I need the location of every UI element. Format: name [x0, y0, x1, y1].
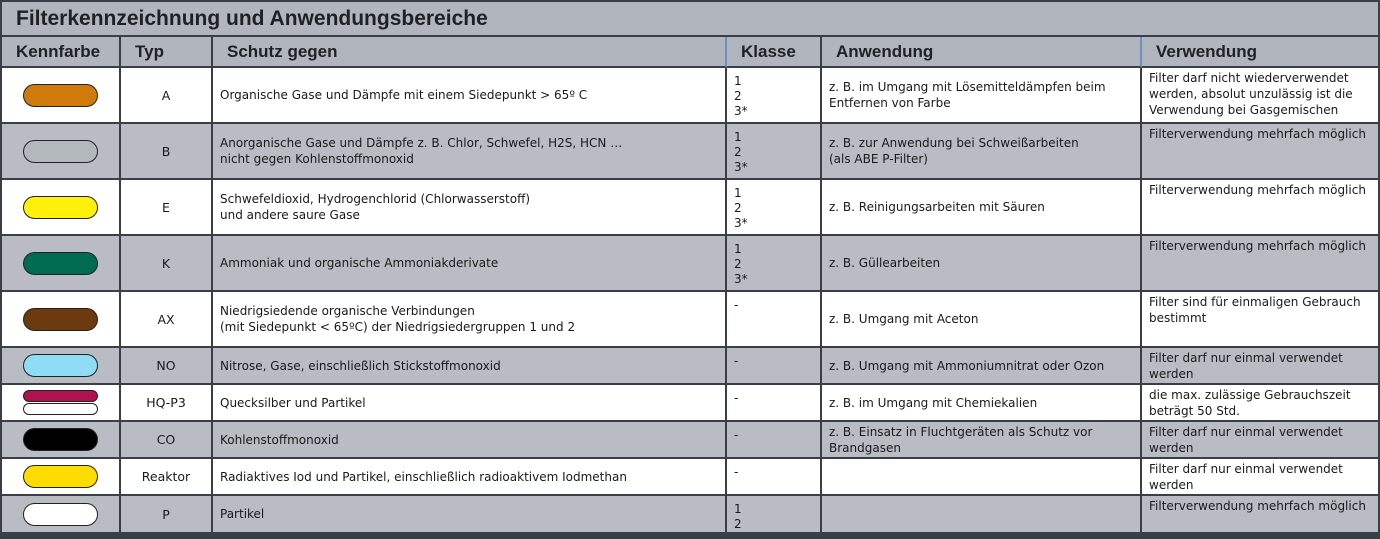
schutz-cell-line: (mit Siedepunkt < 65ºC) der Niedrigsiedergruppen 1 und 2: [220, 320, 576, 334]
klasse-cell: [727, 459, 822, 496]
klasse-cell: [727, 180, 822, 236]
anwendung-cell-line: z. B. zur Anwendung bei Schweißarbeiten: [829, 136, 1079, 150]
anwendung-cell: [822, 292, 1142, 348]
schutz-cell: [213, 496, 727, 534]
verwendung-cell: [1142, 236, 1378, 292]
klasse-cell-line: 3*: [734, 104, 748, 118]
anwendung-cell-line: z. B. im Umgang mit Lösemitteldämpfen beim: [829, 80, 1106, 94]
klasse-cell-line: 3*: [734, 272, 748, 286]
schutz-cell-line: Niedrigsiedende organische Verbindungen: [220, 304, 475, 318]
table-row: [2, 422, 1378, 459]
typ-cell: CO: [121, 422, 213, 459]
klasse-cell-line: 1: [734, 242, 742, 256]
klasse-cell-line: -: [734, 465, 739, 479]
header-klasse: Klasse: [727, 37, 822, 68]
typ-cell: AX: [121, 292, 213, 348]
schutz-cell-line: Anorganische Gase und Dämpfe z. B. Chlor, Schwefel, H2S, HCN …: [220, 136, 623, 150]
table-row: [2, 459, 1378, 496]
verwendung-cell: [1142, 180, 1378, 236]
klasse-cell-line: 1: [734, 186, 742, 200]
table-title: Filterkennzeichnung und Anwendungsbereiche: [2, 2, 1378, 35]
table-row: [2, 496, 1378, 534]
anwendung-cell-line: Entfernen von Farbe: [829, 96, 951, 110]
schutz-cell: [213, 292, 727, 348]
header-row: [2, 37, 1378, 68]
klasse-cell: [727, 124, 822, 180]
schutz-cell-line: Partikel: [220, 507, 265, 521]
verwendung-cell: [1142, 422, 1378, 459]
klasse-cell-line: 1: [734, 502, 742, 516]
verwendung-cell: [1142, 385, 1378, 422]
schutz-cell-line: und andere saure Gase: [220, 208, 360, 222]
black-pill-icon: [23, 428, 98, 451]
klasse-cell-line: 2: [734, 145, 742, 159]
verwendung-cell-line: Filterverwendung mehrfach möglich: [1149, 127, 1366, 141]
anwendung-cell: [822, 422, 1142, 459]
verwendung-cell-line: werden: [1149, 441, 1194, 455]
filter-table: [2, 37, 1378, 534]
schutz-cell: [213, 459, 727, 496]
kennfarbe-cell: [2, 385, 121, 422]
anwendung-cell-line: z. B. Umgang mit Aceton: [829, 312, 979, 326]
verwendung-cell-line: Filter darf nicht wiederverwendet: [1149, 71, 1349, 85]
white-pill-icon: [23, 503, 98, 526]
anwendung-cell: [822, 348, 1142, 385]
kennfarbe-cell: [2, 236, 121, 292]
verwendung-cell-line: Verwendung bei Gasgemischen: [1149, 103, 1339, 117]
schutz-cell: [213, 422, 727, 459]
table-row: [2, 180, 1378, 236]
klasse-cell-line: -: [734, 354, 739, 368]
kennfarbe-cell: [2, 124, 121, 180]
verwendung-cell-line: Filter darf nur einmal verwendet: [1149, 351, 1343, 365]
schutz-cell-line: Radiaktives Iod und Partikel, einschließlich radioaktivem Iodmethan: [220, 469, 627, 484]
anwendung-cell: [822, 496, 1142, 534]
light-blue-pill-icon: [23, 354, 98, 377]
klasse-cell-line: 1: [734, 74, 742, 88]
klasse-cell-line: 2: [734, 257, 742, 271]
verwendung-cell-line: Filterverwendung mehrfach möglich: [1149, 239, 1366, 253]
verwendung-cell-line: Filter sind für einmaligen Gebrauch: [1149, 295, 1361, 309]
kennfarbe-cell: [2, 422, 121, 459]
green-pill-icon: [23, 252, 98, 275]
klasse-cell-line: 2: [734, 517, 742, 531]
schutz-cell-line: Kohlenstoffmonoxid: [220, 432, 339, 447]
magenta-white-split-pill-icon: [23, 390, 98, 415]
anwendung-cell: [822, 385, 1142, 422]
verwendung-cell: [1142, 292, 1378, 348]
brown-pill-icon: [23, 308, 98, 331]
typ-cell: P: [121, 496, 213, 534]
gold-yellow-pill-icon: [23, 465, 98, 488]
anwendung-cell-line: z. B. Güllearbeiten: [829, 256, 941, 270]
schutz-cell: [213, 385, 727, 422]
typ-cell: K: [121, 236, 213, 292]
typ-cell: B: [121, 124, 213, 180]
anwendung-cell-line: z. B. Umgang mit Ammoniumnitrat oder Ozon: [829, 358, 1105, 373]
anwendung-cell-line: (als ABE P-Filter): [829, 152, 928, 166]
table-row: [2, 124, 1378, 180]
anwendung-cell: [822, 236, 1142, 292]
typ-cell: A: [121, 68, 213, 124]
klasse-cell-line: 1: [734, 130, 742, 144]
verwendung-cell-line: werden: [1149, 478, 1194, 492]
verwendung-cell: [1142, 124, 1378, 180]
typ-cell: NO: [121, 348, 213, 385]
schutz-cell: [213, 124, 727, 180]
klasse-cell: [727, 292, 822, 348]
verwendung-cell: [1142, 459, 1378, 496]
klasse-cell-line: 2: [734, 201, 742, 215]
verwendung-cell-line: Filterverwendung mehrfach möglich: [1149, 499, 1366, 513]
yellow-pill-icon: [23, 196, 98, 219]
kennfarbe-cell: [2, 68, 121, 124]
schutz-cell-line: Ammoniak und organische Ammoniakderivate: [220, 256, 499, 270]
klasse-cell-line: 3*: [734, 216, 748, 230]
verwendung-cell-line: werden: [1149, 367, 1194, 381]
klasse-cell: [727, 348, 822, 385]
anwendung-cell-line: z. B. Reinigungsarbeiten mit Säuren: [829, 200, 1045, 214]
pill-top-half: [23, 390, 98, 402]
schutz-cell-line: Schwefeldioxid, Hydrogenchlorid (Chlorwasserstoff): [220, 192, 531, 206]
gray-pill-icon: [23, 140, 98, 163]
header-kennfarbe: Kennfarbe: [2, 37, 121, 68]
klasse-cell-line: -: [734, 391, 739, 405]
kennfarbe-cell: [2, 496, 121, 534]
klasse-cell-line: 3*: [734, 160, 748, 174]
verwendung-cell-line: Filterverwendung mehrfach möglich: [1149, 183, 1366, 197]
table-row: [2, 348, 1378, 385]
anwendung-cell-line: Brandgasen: [829, 440, 901, 455]
kennfarbe-cell: [2, 180, 121, 236]
schutz-cell-line: Quecksilber und Partikel: [220, 395, 366, 410]
verwendung-cell-line: werden, absolut unzulässig ist die: [1149, 87, 1353, 101]
table-row: [2, 385, 1378, 422]
header-anwendung: Anwendung: [822, 37, 1142, 68]
orange-pill-icon: [23, 84, 98, 107]
verwendung-cell: [1142, 496, 1378, 534]
typ-cell: HQ-P3: [121, 385, 213, 422]
schutz-cell: [213, 180, 727, 236]
verwendung-cell: [1142, 348, 1378, 385]
klasse-cell: [727, 385, 822, 422]
verwendung-cell-line: bestimmt: [1149, 311, 1207, 325]
header-schutz: Schutz gegen: [213, 37, 727, 68]
anwendung-cell: [822, 68, 1142, 124]
schutz-cell: [213, 68, 727, 124]
schutz-cell: [213, 348, 727, 385]
verwendung-cell: [1142, 68, 1378, 124]
table-row: [2, 292, 1378, 348]
typ-cell: E: [121, 180, 213, 236]
verwendung-cell-line: Filter darf nur einmal verwendet: [1149, 462, 1343, 476]
schutz-cell: [213, 236, 727, 292]
schutz-cell-line: Organische Gase und Dämpfe mit einem Siedepunkt > 65º C: [220, 88, 588, 102]
anwendung-cell: [822, 124, 1142, 180]
header-verwendung: Verwendung: [1142, 37, 1378, 68]
verwendung-cell-line: die max. zulässige Gebrauchszeit: [1149, 388, 1351, 402]
schutz-cell-line: Nitrose, Gase, einschließlich Stickstoffmonoxid: [220, 358, 501, 373]
klasse-cell: [727, 496, 822, 534]
verwendung-cell-line: beträgt 50 Std.: [1149, 404, 1240, 418]
anwendung-cell-line: z. B. im Umgang mit Chemiekalien: [829, 395, 1038, 410]
klasse-cell: [727, 422, 822, 459]
kennfarbe-cell: [2, 292, 121, 348]
klasse-cell-line: -: [734, 428, 739, 442]
pill-bottom-half: [23, 403, 98, 415]
klasse-cell-line: -: [734, 298, 739, 312]
kennfarbe-cell: [2, 459, 121, 496]
verwendung-cell-line: Filter darf nur einmal verwendet: [1149, 425, 1343, 439]
anwendung-cell-line: z. B. Einsatz in Fluchtgeräten als Schutz vor: [829, 424, 1093, 439]
anwendung-cell: [822, 180, 1142, 236]
klasse-cell: [727, 236, 822, 292]
klasse-cell: [727, 68, 822, 124]
anwendung-cell: [822, 459, 1142, 496]
table-row: [2, 236, 1378, 292]
table-body: [2, 68, 1378, 534]
typ-cell: Reaktor: [121, 459, 213, 496]
header-typ: Typ: [121, 37, 213, 68]
klasse-cell-line: 2: [734, 89, 742, 103]
kennfarbe-cell: [2, 348, 121, 385]
table-row: [2, 68, 1378, 124]
schutz-cell-line: nicht gegen Kohlenstoffmonoxid: [220, 152, 414, 166]
